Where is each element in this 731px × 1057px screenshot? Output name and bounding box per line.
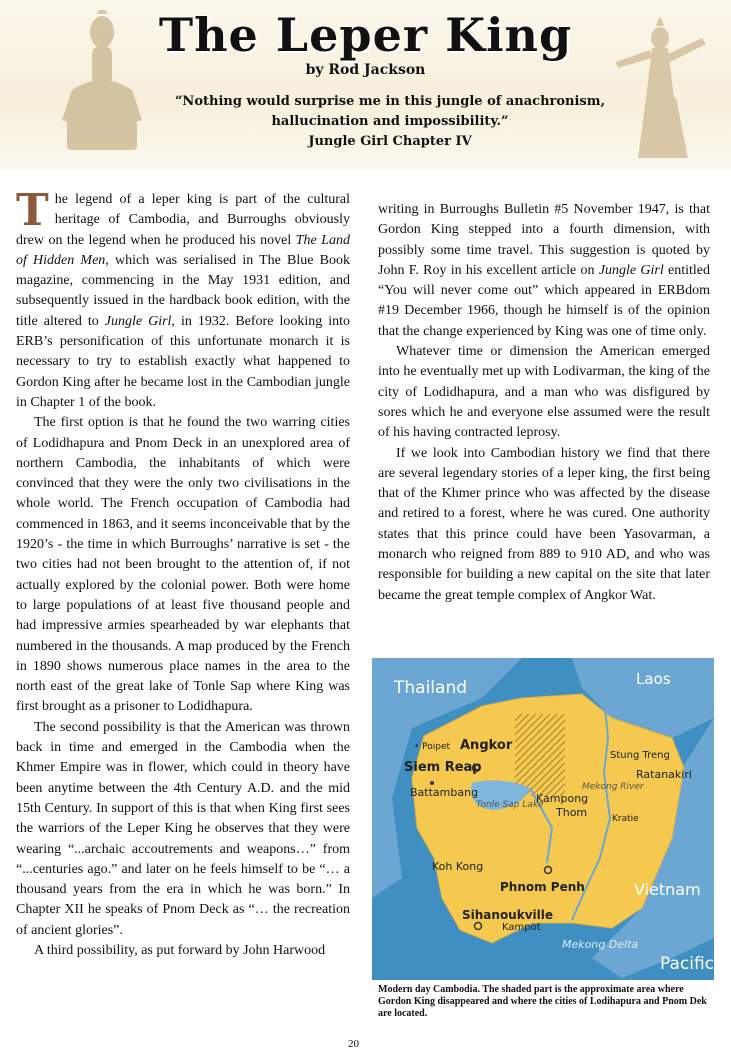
epigraph-quote: “Nothing would surprise me in this jungle of anachronism, hallucination and impossibility.” xyxy=(174,94,606,129)
text-run: he legend of a leper king is part of the cultural heritage of Cambodia, and Burroughs obviously drew on the legend when he produced his novel xyxy=(16,192,350,248)
label-angkor: Angkor xyxy=(460,738,513,753)
paragraph: The first option is that he found the two warring cities of Lodidhapura and Pnom Deck in an unexplored area of northern Cambodia, the inhabitants of which were convinced that they were the only two civilisations in the whole world. The French occupation of Cambodia had commenced in 1863, and it seems inconceivable that by the 1920’s - the time in which Burroughs’ narrative is set - the two cities had not been brought to the attention of, if not actually explored by the colonial power. Both were home to large populations of at least five thousand people and had impressive armies spearheaded by war elephants that numbered in the thousands. A map produced by the French in 1890 shows numerous place names in the area to the north east of the great lake of Tonle Sap where King was first brought as a prisoner to Lodidhapura. xyxy=(16,415,350,715)
label-sihanoukville: Sihanoukville xyxy=(462,908,554,922)
label-mekong-river: Mekong River xyxy=(582,782,644,792)
label-kratie: Kratie xyxy=(612,814,639,824)
cambodia-map xyxy=(372,658,714,980)
label-ratanakiri: Ratanakiri xyxy=(636,768,692,781)
label-kampong-thom-line2: Thom xyxy=(556,806,588,819)
label-phnom-penh: Phnom Penh xyxy=(500,880,585,894)
label-koh-kong: Koh Kong xyxy=(432,860,484,873)
label-kampot: Kampot xyxy=(502,922,541,933)
paragraph xyxy=(378,200,710,342)
label-kampong-thom-line1: Kampong xyxy=(536,792,589,805)
label-vietnam: Vietnam xyxy=(634,880,701,899)
battambang-marker xyxy=(430,781,434,785)
text-run: which was serialised in The Blue Book magazine, commencing in the May 1931 edition, and subsequently issued in the hardback book edition, with the title altered to xyxy=(16,252,350,329)
drop-cap: T xyxy=(16,185,49,236)
label-poipet: • Poipet xyxy=(414,742,451,752)
paragraph: The second possibility is that the American was thrown back in time and emerged in the Cambodia when the Khmer Empire was in flower, which could in theory have been anytime between the 4th Century A.D. and the mid 15th Century. In support of this is that when King first sees the warriors of the Leper King he observes that they were wearing “...archaic accoutrements and weapons…” from “...centuries ago.” and later on he feels himself to be “… a thousand years from the era in which he was born.” In Chapter XII he speaks of Pnom Deck as “… the recreation of ancient glories”. xyxy=(16,719,350,938)
byline: by Rod Jackson xyxy=(305,62,426,78)
map-caption: Modern day Cambodia. The shaded part is the approximate area where Gordon King disappeared and where the cities of Lodihapura and Pnom Dek are located. xyxy=(378,984,707,1019)
shaded-area xyxy=(515,714,565,796)
page-number: 20 xyxy=(348,1038,359,1050)
epigraph-source: Jungle Girl Chapter IV xyxy=(308,134,472,149)
book-title-italic: Jungle Girl xyxy=(598,262,664,278)
label-stung-treng: Stung Treng xyxy=(610,750,670,761)
text-run: writing in Burroughs Bulletin #5 November 1947, is that Gordon King stepped into a fourth dimension, with possibly some time travel. This suggestion is quoted by John F. Roy in his excellent article on xyxy=(378,202,710,278)
book-title-italic: Jungle Girl, xyxy=(104,313,175,329)
text-run: entitled “You will never come out” which appeared in ERBdom #19 December 1966, though he himself is of the opinion that the change experienced by King was one of time only. xyxy=(378,262,710,339)
right-column xyxy=(378,200,710,606)
label-tonle-sap-lake: Tonle Sap Lake xyxy=(476,800,544,810)
text-run: in 1932. Before looking into ERB’s personification of this unfortunate monarch it is necessary to try to establish exactly what happened to Gordon King after he became lost in the Cambodian jungle in Chapter 1 of the book. xyxy=(16,313,351,410)
label-mekong-delta: Mekong Delta xyxy=(562,938,639,951)
left-column xyxy=(16,185,351,961)
paragraph xyxy=(16,185,351,413)
map-graphic xyxy=(372,658,714,980)
label-thailand: Thailand xyxy=(394,678,468,698)
label-laos: Laos xyxy=(636,670,671,688)
book-title-italic: The Land of Hidden Men, xyxy=(16,232,350,268)
paragraph: A third possibility, as put forward by John Harwood xyxy=(34,942,326,958)
label-battambang: Battambang xyxy=(410,786,479,799)
label-siem-reap: Siem Reap xyxy=(404,760,482,775)
paragraph: Whatever time or dimension the American emerged into he eventually met up with Lodivarman, the king of the city of Lodidhapura, and a man who was disfigured by sores which he and everyone else assumed were the result of his having contracted leprosy. xyxy=(378,344,710,441)
paragraph: If we look into Cambodian history we find that there are several legendary stories of a leper king, the first being that of the Khmer prince who was affected by the disease and retired to a forest, where he was cured. One authority states that this prince could have been Yasovarman, a monarch who reigned from 889 to 910 AD, and who was responsible for building a new capital on the site that later became the great temple complex of Angkor Wat. xyxy=(378,445,710,603)
article-title: The Leper King xyxy=(158,8,573,62)
label-pacific: Pacific xyxy=(660,954,714,974)
